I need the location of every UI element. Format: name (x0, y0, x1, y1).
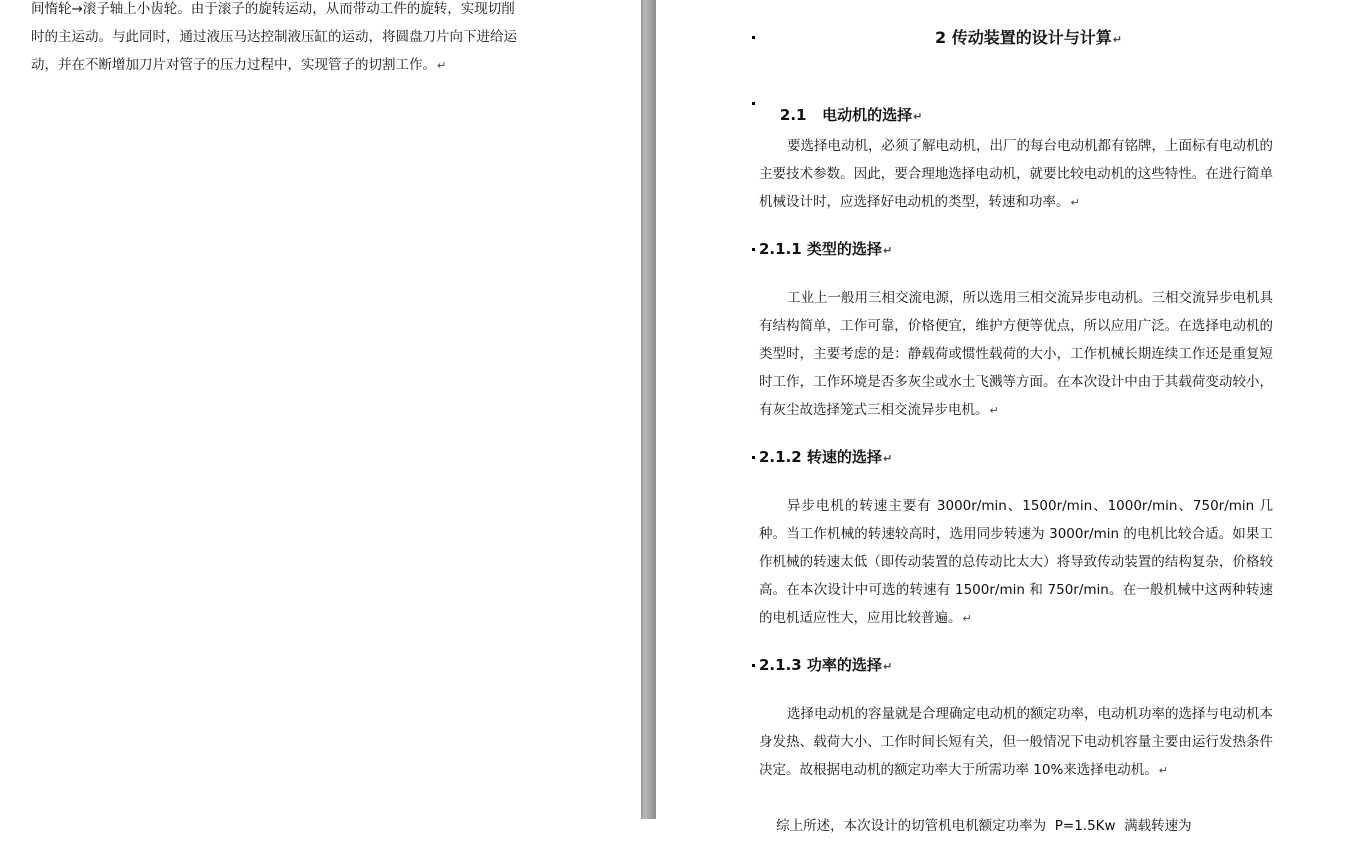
left-line-3: 动，并在不断增加刀片对管子的压力过程中，实现管子的切割工作。 (31, 57, 436, 73)
section-2-1-3-paragraph-2: 综上所述，本次设计的切管机电机额定功率为 P=1.5Kw 满载转速为 (776, 818, 1192, 834)
left-line-2: 时的主运动。与此同时，通过液压马达控制液压缸的运动，将圆盘刀片向下进给运 (31, 29, 517, 45)
paragraph-mark: ↵ (437, 59, 447, 72)
chapter-title: 2 传动装置的设计与计算↵ (935, 28, 1122, 47)
left-page-paragraph (31, 0, 546, 80)
list-bullet-marker (752, 102, 755, 105)
section-heading-2-1-1: 2.1.1 类型的选择↵ (759, 240, 893, 258)
list-bullet-marker (752, 248, 755, 251)
list-bullet-marker (752, 664, 755, 667)
section-2-1-paragraph: 要选择电动机，必须了解电动机，出厂的每台电动机都有铭牌，上面标有电动机的主要技术参数。因此，要合理地选择电动机，就要比较电动机的这些特性。在进行简单机械设计时，应选择好电动机的类型，转速和功率。↵ (759, 138, 1273, 210)
right-page (656, 0, 1361, 834)
section-heading-2-1-3: 2.1.3 功率的选择↵ (759, 656, 893, 674)
list-bullet-marker (752, 456, 755, 459)
section-heading-2-1-2: 2.1.2 转速的选择↵ (759, 448, 893, 466)
section-heading-2-1: 2.1 电动机的选择↵ (779, 106, 923, 124)
left-page (0, 0, 641, 819)
page-separator (641, 0, 656, 819)
section-2-1-1-paragraph: 工业上一般用三相交流电源，所以选用三相交流异步电动机。三相交流异步电机具有结构简单，工作可靠，价格便宜，维护方便等优点，所以应用广泛。在选择电动机的类型时，主要考虑的是：静载荷或惯性载荷的大小，工作机械长期连续工作还是重复短时工作，工作环境是否多灰尘或水土飞溅等方面。在本次设计中由于其载荷变动较小，有灰尘故选择笼式三相交流异步电机。↵ (759, 290, 1273, 418)
left-line-1: 间惰轮→滚子轴上小齿轮。由于滚子的旋转运动，从而带动工件的旋转，实现切削 (31, 1, 515, 17)
section-2-1-3-paragraph: 选择电动机的容量就是合理确定电动机的额定功率，电动机功率的选择与电动机本身发热、载荷大小、工作时间长短有关，但一般情况下电动机容量主要由运行发热条件决定。故根据电动机的额定功率大于所需功率 10%来选择电动机。↵ (759, 706, 1273, 778)
section-2-1-2-paragraph: 异步电机的转速主要有 3000r/min、1500r/min、1000r/min、750r/min 几种。当工作机械的转速较高时，选用同步转速为 3000r/min 的电机比较合适。如果工作机械的转速太低（即传动装置的总传动比太大）将导致传动装置的结构复杂，价格较高。在本次设计中可选的转速有 1500r/min 和 750r/min。在一般机械中这两种转速的电机适应性大，应用比较普遍。↵ (759, 498, 1273, 626)
